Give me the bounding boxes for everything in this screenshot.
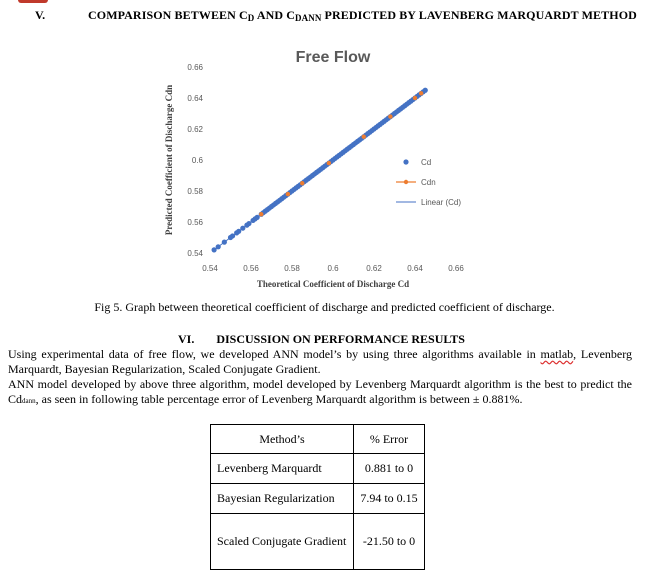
- table-cell-method: Scaled Conjugate Gradient: [211, 514, 354, 570]
- section-title: COMPARISON BETWEEN $C_D$ AND $C_{DANN}$ PREDICTED BY LAVENBERG MARQUARDT METHOD: [88, 8, 637, 23]
- chart-container: [158, 38, 478, 290]
- data-point-cd: [212, 247, 217, 252]
- x-tick-label: 0.54: [202, 264, 218, 273]
- data-point-cdn: [286, 192, 290, 196]
- y-tick-label: 0.58: [187, 187, 203, 196]
- x-tick-label: 0.66: [448, 264, 464, 273]
- y-tick-label: 0.56: [187, 218, 203, 227]
- x-axis-label: Theoretical Coefficient of Discharge Cd: [256, 279, 410, 289]
- paragraph-1: Using experimental data of free flow, we developed ANN model’s by using three algorithms available in matlab, Levenberg Marquardt, Bayesian Regularization, Scaled Conjugate Gradient.: [8, 347, 632, 376]
- figure-caption: Fig 5. Graph between theoretical coefficient of discharge and predicted coefficient of discharge.: [94, 300, 555, 314]
- table-row: [211, 484, 425, 514]
- y-tick-label: 0.54: [187, 249, 203, 258]
- data-point-cd: [240, 226, 245, 231]
- scatter-chart: [158, 38, 478, 290]
- legend-label-linear: Linear (Cd): [421, 198, 462, 207]
- x-tick-label: 0.56: [243, 264, 259, 273]
- spellcheck-flagged-word: matlab: [540, 347, 574, 361]
- table-row: [211, 514, 425, 570]
- data-point-cdn: [388, 114, 392, 118]
- data-point-cdn: [413, 96, 417, 100]
- header-logo-mark: [18, 0, 48, 3]
- section-number: V.: [35, 8, 46, 22]
- data-point-cdn: [300, 181, 304, 185]
- legend-marker-cdn: [404, 180, 408, 184]
- data-point-cd: [222, 240, 227, 245]
- data-point-cdn: [362, 135, 366, 139]
- paragraph-2: ANN model developed by above three algorithm, model developed by Levenberg Marquardt algorithm is the best to predict the Cddann, as seen in following table percentage error of Levenberg Marquardt algorithm is between ± 0.881%.: [8, 377, 632, 406]
- table-cell-method: Levenberg Marquardt: [211, 454, 354, 484]
- section-6-title: DISCUSSION ON PERFORMANCE RESULTS: [216, 332, 465, 346]
- legend-marker-cd: [403, 159, 408, 164]
- data-point-cd: [255, 215, 260, 220]
- data-point-cdn: [419, 91, 423, 95]
- table-header-method: Method’s: [211, 425, 354, 454]
- table-cell-error: -21.50 to 0: [354, 514, 425, 570]
- table-header-error: % Error: [354, 425, 425, 454]
- legend-label-cd: Cd: [421, 158, 432, 167]
- y-tick-label: 0.64: [187, 94, 203, 103]
- data-point-cdn: [259, 212, 263, 216]
- y-axis-label: Predicted Coefficient of Discharge Cdn: [164, 84, 174, 236]
- data-point-cd: [236, 229, 241, 234]
- x-tick-label: 0.62: [366, 264, 382, 273]
- data-point-cdn: [327, 161, 331, 165]
- error-table: [210, 424, 425, 570]
- section-6-number: VI.: [178, 332, 195, 346]
- data-point-cd: [216, 244, 221, 249]
- data-point-cd: [246, 221, 251, 226]
- section-6-heading: [178, 332, 465, 347]
- legend-label-cdn: Cdn: [421, 178, 436, 187]
- y-tick-label: 0.6: [191, 156, 203, 165]
- y-tick-label: 0.66: [187, 63, 203, 72]
- table-header-row: [211, 425, 425, 454]
- data-point-cd: [230, 233, 235, 238]
- y-tick-label: 0.62: [187, 125, 203, 134]
- x-tick-label: 0.58: [284, 264, 300, 273]
- table-cell-error: 7.94 to 0.15: [354, 484, 425, 514]
- chart-title: Free Flow: [295, 49, 371, 66]
- x-tick-label: 0.64: [407, 264, 423, 273]
- table-cell-error: 0.881 to 0: [354, 454, 425, 484]
- x-tick-label: 0.6: [327, 264, 339, 273]
- table-row: [211, 454, 425, 484]
- data-point-cd: [423, 88, 428, 93]
- table-cell-method: Bayesian Regularization: [211, 484, 354, 514]
